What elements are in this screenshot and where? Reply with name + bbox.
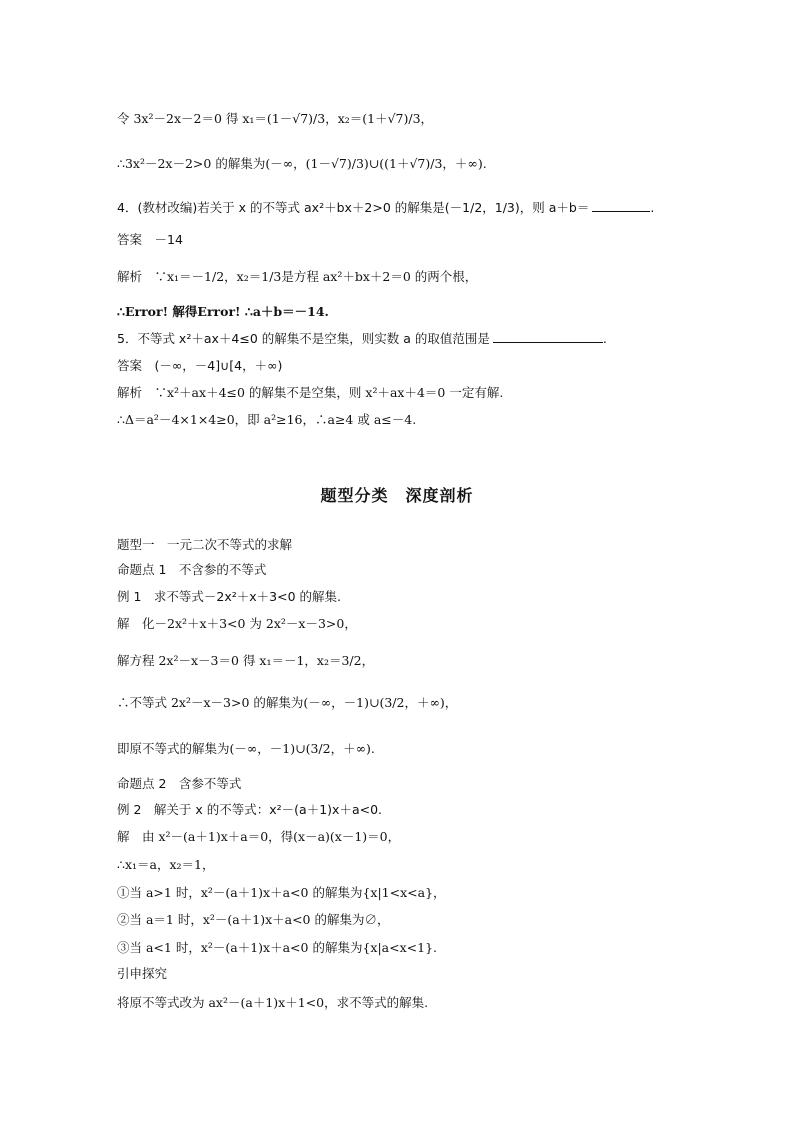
answer-blank xyxy=(592,199,650,212)
question-text: 4．(教材改编)若关于 x 的不等式 ax²＋bx＋2>0 的解集是(－1/2，1/3)，则 a＋b＝ xyxy=(117,200,590,215)
topic-heading: 题型一 一元二次不等式的求解 xyxy=(117,537,293,552)
question-5 xyxy=(117,330,607,348)
extension-heading: 引申探究 xyxy=(117,966,168,981)
analysis-line: 解析 ∵x₁＝－1/2，x₂＝1/3是方程 ax²＋bx＋2＝0 的两个根， xyxy=(117,269,478,284)
question-4 xyxy=(117,199,654,217)
solution-line: 解 由 x²－(a＋1)x＋a＝0，得(x－a)(x－1)＝0， xyxy=(117,829,401,844)
text-line: ∴Error! 解得Error! ∴a＋b＝－14. xyxy=(117,304,329,319)
case-line: ②当 a＝1 时，x²－(a＋1)x＋a<0 的解集为∅， xyxy=(117,912,390,927)
question-end: . xyxy=(650,200,655,215)
text-line: ∴3x²－2x－2>0 的解集为(－∞，(1－√7)/3)∪((1＋√7)/3，＋∞). xyxy=(117,156,487,171)
example-line: 例 1 求不等式－2x²＋x＋3<0 的解集. xyxy=(117,589,342,604)
question-text: 5．不等式 x²＋ax＋4≤0 的解集不是空集，则实数 a 的取值范围是 xyxy=(117,331,490,346)
subtopic-heading: 命题点 1 不含参的不等式 xyxy=(117,562,267,577)
answer-blank xyxy=(493,330,603,343)
text-line: 将原不等式改为 ax²－(a＋1)x＋1<0，求不等式的解集. xyxy=(117,995,429,1010)
text-line: 令 3x²－2x－2＝0 得 x₁＝(1－√7)/3，x₂＝(1＋√7)/3， xyxy=(117,111,434,126)
text-line: 即原不等式的解集为(－∞，－1)∪(3/2，＋∞). xyxy=(117,741,375,756)
solution-line: 解 化－2x²＋x＋3<0 为 2x²－x－3>0， xyxy=(117,616,357,631)
text-line: 解方程 2x²－x－3＝0 得 x₁＝－1，x₂＝3/2， xyxy=(117,653,375,668)
text-line: ∴不等式 2x²－x－3>0 的解集为(－∞，－1)∪(3/2，＋∞)， xyxy=(117,695,458,710)
question-end: . xyxy=(602,331,607,346)
analysis-line: 解析 ∵x²＋ax＋4≤0 的解集不是空集，则 x²＋ax＋4＝0 一定有解. xyxy=(117,385,504,400)
text-line: ∴x₁＝a，x₂＝1， xyxy=(117,857,215,872)
text-line: ∴Δ＝a²－4×1×4≥0，即 a²≥16，∴a≥4 或 a≤－4. xyxy=(117,412,417,427)
answer-line: 答案 (－∞，－4]∪[4，＋∞) xyxy=(117,358,283,373)
example-line: 例 2 解关于 x 的不等式：x²－(a＋1)x＋a<0. xyxy=(117,802,383,817)
subtopic-heading: 命题点 2 含参不等式 xyxy=(117,776,242,791)
answer-line: 答案 －14 xyxy=(117,232,183,247)
case-line: ①当 a>1 时，x²－(a＋1)x＋a<0 的解集为{x|1<x<a}， xyxy=(117,885,446,900)
case-line: ③当 a<1 时，x²－(a＋1)x＋a<0 的解集为{x|a<x<1}. xyxy=(117,940,437,955)
section-heading: 题型分类 深度剖析 xyxy=(320,486,474,505)
